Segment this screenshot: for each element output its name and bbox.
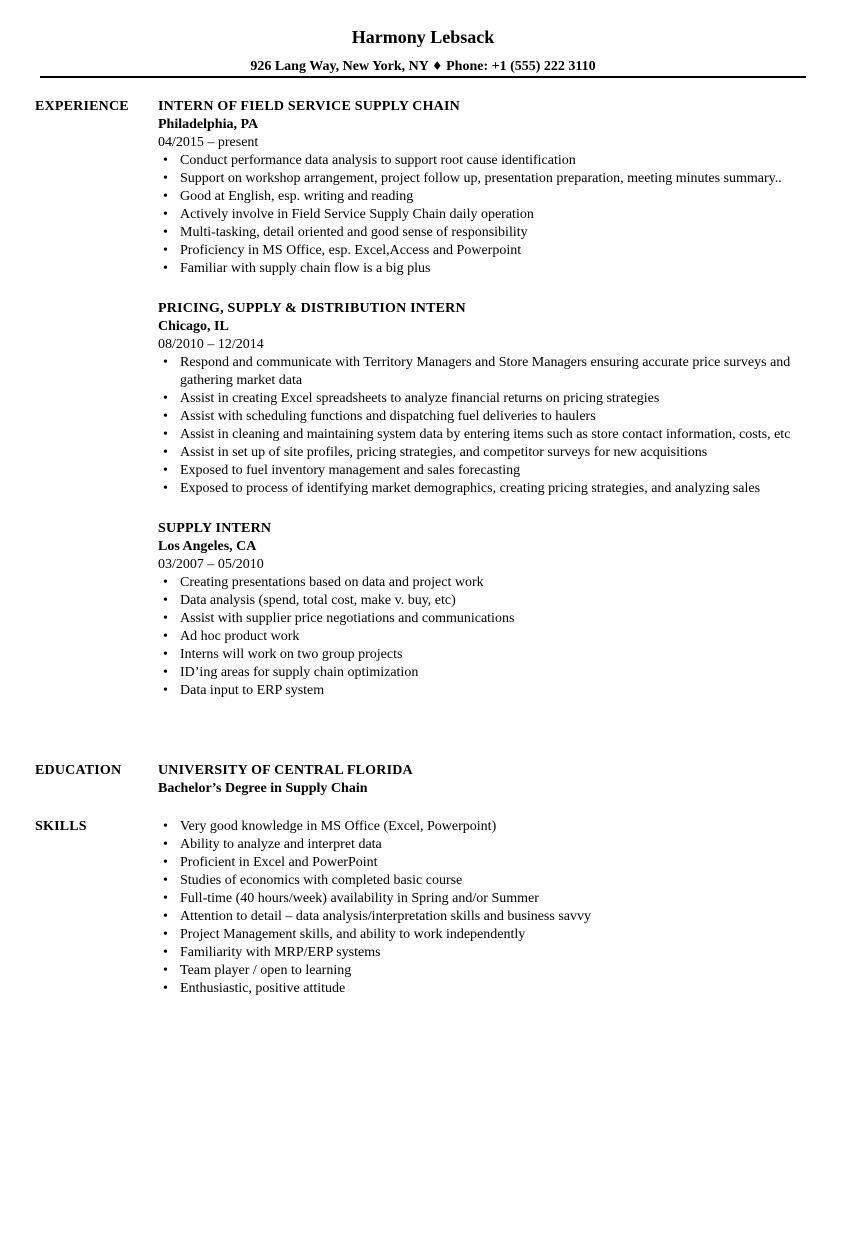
bullet-text: Creating presentations based on data and project work: [180, 575, 484, 590]
bullet-text: Assist in cleaning and maintaining system data by entering items such as store contact information, costs, etc: [180, 427, 791, 442]
bullet-icon: •: [163, 445, 168, 460]
bullet-icon: •: [163, 575, 168, 590]
list-item: [158, 854, 810, 872]
phone: Phone: +1 (555) 222 3110: [446, 59, 596, 74]
list-item: [158, 408, 810, 426]
job-entry: [158, 300, 810, 498]
skill-text: Project Management skills, and ability to work independently: [180, 927, 526, 942]
list-item: [158, 908, 810, 926]
education-body: [158, 762, 810, 798]
list-item: [158, 390, 810, 408]
job-title: SUPPLY INTERN: [158, 521, 272, 536]
experience-body: [158, 98, 810, 722]
job-title: PRICING, SUPPLY & DISTRIBUTION INTERN: [158, 301, 466, 316]
bullet-icon: •: [163, 927, 168, 942]
list-item: [158, 444, 810, 462]
bullet-icon: •: [163, 409, 168, 424]
list-item: [158, 170, 810, 188]
list-item: [158, 628, 810, 646]
job-location: Los Angeles, CA: [158, 539, 257, 554]
bullet-text: Actively involve in Field Service Supply Chain daily operation: [180, 207, 534, 222]
bullet-text: Assist in set up of site profiles, pricing strategies, and competitor surveys for new acquisitions: [180, 445, 708, 460]
bullet-icon: •: [163, 611, 168, 626]
job-dates: 08/2010 – 12/2014: [158, 337, 264, 352]
bullet-text: Exposed to fuel inventory management and sales forecasting: [180, 463, 521, 478]
bullet-icon: •: [163, 225, 168, 240]
bullet-icon: •: [163, 981, 168, 996]
skill-text: Attention to detail – data analysis/interpretation skills and business savvy: [180, 909, 591, 924]
skill-text: Ability to analyze and interpret data: [180, 837, 382, 852]
bullet-text: Respond and communicate with Territory Managers and Store Managers ensuring accurate price surveys and gathering market data: [180, 355, 791, 388]
bullet-text: Assist with supplier price negotiations and communications: [180, 611, 515, 626]
bullet-text: Support on workshop arrangement, project follow up, presentation preparation, meeting minutes summary..: [180, 171, 782, 186]
bullet-icon: •: [163, 963, 168, 978]
bullet-icon: •: [163, 593, 168, 608]
bullet-icon: •: [163, 629, 168, 644]
bullet-icon: •: [163, 647, 168, 662]
list-item: [158, 682, 810, 700]
bullet-text: Good at English, esp. writing and reading: [180, 189, 414, 204]
skill-text: Familiarity with MRP/ERP systems: [180, 945, 381, 960]
bullet-icon: •: [163, 665, 168, 680]
skills-body: [158, 818, 810, 998]
bullet-icon: •: [163, 837, 168, 852]
list-item: [158, 836, 810, 854]
list-item: [158, 872, 810, 890]
bullet-text: Data input to ERP system: [180, 683, 325, 698]
list-item: [158, 944, 810, 962]
list-item: [158, 260, 810, 278]
bullet-icon: •: [163, 481, 168, 496]
list-item: [158, 188, 810, 206]
bullet-icon: •: [163, 683, 168, 698]
list-item: [158, 980, 810, 998]
bullet-icon: •: [163, 463, 168, 478]
address: 926 Lang Way, New York, NY: [250, 59, 429, 74]
list-item: [158, 426, 810, 444]
skills-list: [158, 818, 810, 998]
list-item: [158, 818, 810, 836]
skills-heading: SKILLS: [35, 819, 87, 834]
bullet-icon: •: [163, 855, 168, 870]
bullet-text: ID’ing areas for supply chain optimization: [180, 665, 419, 680]
list-item: [158, 574, 810, 592]
skill-text: Team player / open to learning: [180, 963, 352, 978]
list-item: [158, 962, 810, 980]
list-item: [158, 354, 810, 390]
list-item: [158, 206, 810, 224]
list-item: [158, 926, 810, 944]
job-bullets: [158, 354, 810, 498]
job-bullets: [158, 574, 810, 700]
list-item: [158, 890, 810, 908]
bullet-icon: •: [163, 355, 168, 370]
bullet-text: Interns will work on two group projects: [180, 647, 403, 662]
bullet-text: Exposed to process of identifying market demographics, creating pricing strategies, and analyzing sales: [180, 481, 761, 496]
bullet-icon: •: [163, 207, 168, 222]
bullet-icon: •: [163, 171, 168, 186]
bullet-text: Proficiency in MS Office, esp. Excel,Access and Powerpoint: [180, 243, 522, 258]
list-item: [158, 480, 810, 498]
education-heading: EDUCATION: [35, 763, 122, 778]
bullet-icon: •: [163, 391, 168, 406]
job-entry: [158, 520, 810, 700]
bullet-icon: •: [163, 243, 168, 258]
job-location: Chicago, IL: [158, 319, 229, 334]
bullet-text: Multi-tasking, detail oriented and good sense of responsibility: [180, 225, 528, 240]
bullet-text: Data analysis (spend, total cost, make v. buy, etc): [180, 593, 456, 608]
list-item: [158, 152, 810, 170]
bullet-text: Assist in creating Excel spreadsheets to analyze financial returns on pricing strategies: [180, 391, 660, 406]
skill-text: Proficient in Excel and PowerPoint: [180, 855, 378, 870]
bullet-icon: •: [163, 819, 168, 834]
skill-text: Full-time (40 hours/week) availability in Spring and/or Summer: [180, 891, 539, 906]
contact-line: [40, 58, 806, 75]
list-item: [158, 224, 810, 242]
skill-text: Very good knowledge in MS Office (Excel, Powerpoint): [180, 819, 497, 834]
bullet-text: Assist with scheduling functions and dispatching fuel deliveries to haulers: [180, 409, 596, 424]
list-item: [158, 646, 810, 664]
bullet-icon: •: [163, 261, 168, 276]
job-entry: [158, 98, 810, 278]
resume-header: [40, 26, 806, 75]
job-dates: 04/2015 – present: [158, 135, 259, 150]
bullet-icon: •: [163, 873, 168, 888]
bullet-text: Conduct performance data analysis to support root cause identification: [180, 153, 576, 168]
bullet-text: Familiar with supply chain flow is a big plus: [180, 261, 431, 276]
diamond-separator-icon: ♦: [431, 59, 443, 73]
candidate-name: Harmony Lebsack: [351, 27, 495, 47]
job-title: INTERN OF FIELD SERVICE SUPPLY CHAIN: [158, 99, 460, 114]
bullet-icon: •: [163, 891, 168, 906]
list-item: [158, 242, 810, 260]
header-divider: [40, 76, 806, 78]
bullet-icon: •: [163, 945, 168, 960]
list-item: [158, 664, 810, 682]
skill-text: Enthusiastic, positive attitude: [180, 981, 346, 996]
bullet-icon: •: [163, 427, 168, 442]
job-bullets: [158, 152, 810, 278]
skill-text: Studies of economics with completed basic course: [180, 873, 463, 888]
job-dates: 03/2007 – 05/2010: [158, 557, 264, 572]
bullet-icon: •: [163, 189, 168, 204]
bullet-icon: •: [163, 153, 168, 168]
school-name: UNIVERSITY OF CENTRAL FLORIDA: [158, 763, 413, 778]
list-item: [158, 592, 810, 610]
job-location: Philadelphia, PA: [158, 117, 259, 132]
experience-heading: EXPERIENCE: [35, 99, 129, 114]
list-item: [158, 462, 810, 480]
bullet-icon: •: [163, 909, 168, 924]
bullet-text: Ad hoc product work: [180, 629, 300, 644]
list-item: [158, 610, 810, 628]
degree: Bachelor’s Degree in Supply Chain: [158, 781, 368, 796]
